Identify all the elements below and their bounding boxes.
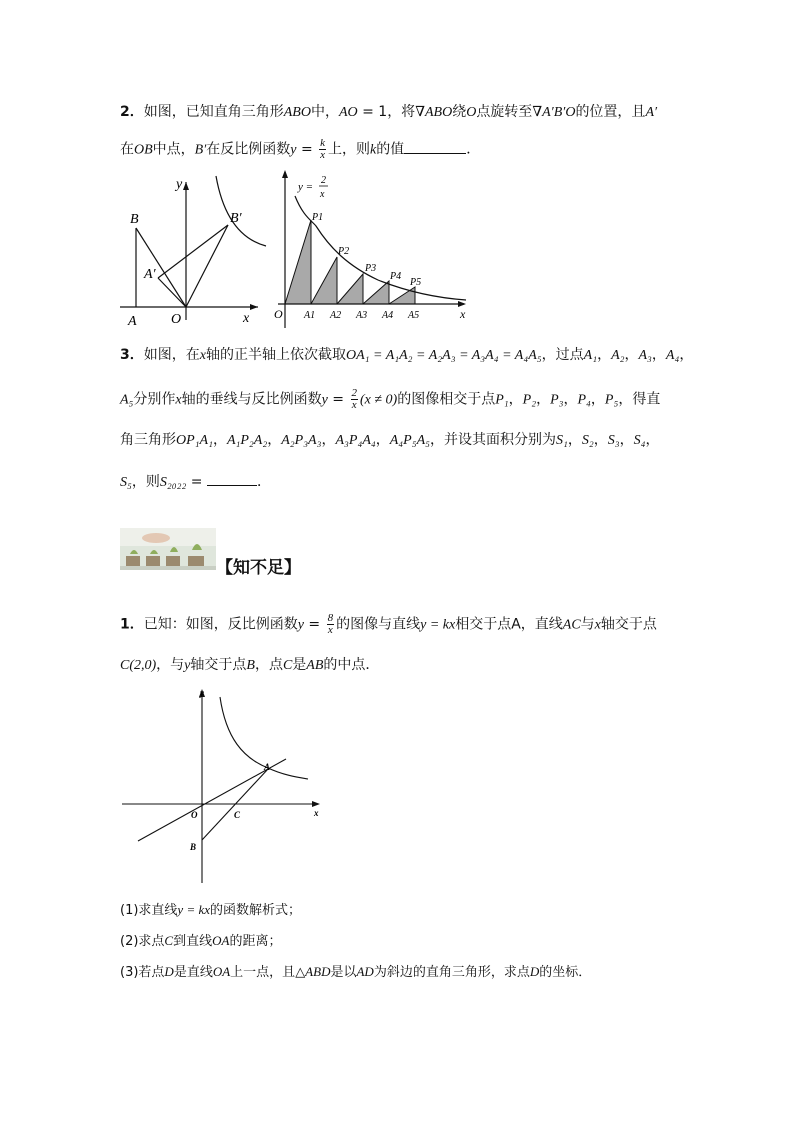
subq-1 [120, 900, 301, 921]
y-axis-arrow [183, 182, 189, 190]
q3-math: x [175, 392, 182, 408]
q3-fraction [351, 388, 359, 411]
p1-text: 的中点． [323, 657, 380, 673]
q3-math: A₁P₂A₂ [226, 433, 268, 448]
q3-math: (x ≠ 0) [360, 392, 398, 408]
label-P1: P1 [312, 212, 324, 223]
q2-text: ，将 [387, 104, 416, 120]
p1-text: 与 [580, 616, 595, 633]
q3-math: S₂₀₂₂ [159, 475, 187, 490]
label-A: A [128, 314, 137, 329]
separator: ， [593, 432, 608, 448]
subq-math: C [164, 933, 174, 948]
fraction-numerator: 8 [327, 612, 334, 624]
q3-text: ，并设其面积分别为 [430, 432, 557, 448]
p1-text: 轴交于点 [190, 657, 247, 673]
label-A2: A2 [330, 310, 342, 321]
q3-text: 轴的垂线与反比例函数 [181, 391, 322, 408]
equation-numerator: 2 [321, 175, 326, 186]
q2-math: O [466, 105, 477, 120]
q3-math: = [186, 474, 207, 490]
p1-math: AB [306, 658, 324, 673]
shaded-triangles [285, 220, 415, 304]
label-C: C [234, 810, 241, 820]
subq-math: OA [212, 933, 230, 948]
answer-blank[interactable] [207, 471, 257, 486]
q3-line-3 [120, 430, 660, 451]
q2-math: y [290, 142, 297, 158]
p1-fraction [327, 613, 335, 636]
q2-text: 在反比例函数 [206, 141, 291, 158]
separator: ， [624, 347, 639, 363]
p1-text: 的图像与直线 [336, 616, 421, 633]
subq-text: (3)若点 [120, 965, 165, 980]
separator: ， [567, 432, 582, 448]
q2-math: B′ [194, 142, 207, 158]
q3-math: x [199, 348, 206, 363]
q2-math: = [296, 141, 318, 158]
q2-text: 的位置，且 [575, 104, 646, 120]
fraction-numerator: k [320, 137, 326, 149]
q3-math: S₂ [581, 433, 594, 448]
p1-text: ，直线 [520, 616, 563, 633]
q3-text: 分别作 [133, 391, 176, 408]
section-title: 【知不足】 [216, 558, 301, 578]
coordinate-figure [118, 683, 330, 893]
p1-math: A [511, 616, 521, 633]
q3-math: P₁ [495, 392, 509, 408]
q3-text: ，过点 [541, 347, 584, 363]
triangle-3 [337, 274, 363, 304]
separator: ， [563, 391, 578, 408]
q2-text: 上，则 [328, 141, 371, 158]
rotation-figure [118, 170, 268, 330]
triangle-1 [285, 220, 311, 304]
q2-math: OB [134, 142, 153, 158]
q3-math: A₅ [120, 392, 134, 408]
equation-denominator: x [320, 189, 325, 200]
label-A5: A5 [408, 310, 420, 321]
label-B: B [190, 842, 197, 852]
q2-math: A′ [645, 105, 658, 120]
q3-math: S₃ [607, 433, 620, 448]
q3-line-2 [120, 388, 660, 411]
subq-text: 到直线 [173, 934, 213, 949]
label-x: x [243, 311, 250, 326]
q2-math: AO [338, 105, 358, 120]
label-P4: P4 [390, 271, 402, 282]
q2-math: ∇ABO [415, 105, 453, 120]
separator: ， [375, 432, 390, 448]
subq-math: AD [356, 964, 374, 979]
p1-text: ，与 [156, 657, 185, 673]
subq-3 [120, 962, 591, 983]
q3-math: A₂ [611, 348, 625, 363]
q2-text: 绕 [452, 104, 467, 120]
equation-label: y = [298, 181, 314, 193]
q3-math: = [327, 391, 349, 408]
label-A1: A1 [304, 310, 316, 321]
q2-math: ABO [283, 105, 311, 120]
subq-math: D [529, 964, 540, 979]
q2-text: 如图，已知直角三角形 [143, 104, 284, 120]
q2-line-1 [120, 102, 657, 123]
q2-text: 点旋转至 [476, 104, 533, 120]
q3-math: P₄ [577, 392, 591, 408]
p1-text: 已知：如图，反比例函数 [143, 616, 298, 633]
label-y: y [200, 688, 204, 698]
subq-text: 的函数解析式； [210, 903, 302, 918]
separator: ， [645, 432, 660, 448]
q2-number: 2． [120, 104, 144, 120]
subq-text: 的坐标． [539, 965, 592, 980]
label-Ap: A′ [144, 267, 156, 282]
section-decoration-image [120, 528, 216, 570]
label-B: B [130, 212, 139, 227]
q3-math: P₂ [522, 392, 537, 408]
label-y: y [176, 177, 183, 192]
q3-math: OP₁A₁ [176, 433, 213, 448]
x-axis-arrow [312, 801, 320, 807]
q2-text: 的值 [376, 141, 405, 158]
q3-math: P₅ [604, 392, 619, 408]
subq-text: 是直线 [173, 965, 213, 980]
p1-math: AC [562, 617, 581, 633]
q2-math: = 1 [357, 104, 388, 120]
triangles-figure [268, 168, 473, 333]
label-x: x [314, 808, 319, 818]
q2-math: ∇A′B′O [532, 105, 576, 120]
subq-text: (2)求点 [120, 934, 165, 949]
fraction-denominator: x [351, 399, 357, 411]
q3-math: P₃ [550, 392, 564, 408]
fraction-denominator: x [327, 624, 333, 636]
separator: ， [508, 391, 523, 408]
q3-text: 如图，在 [143, 347, 200, 363]
triangle-5 [389, 287, 415, 304]
subq-math: OA [212, 964, 231, 979]
p1-math: C(2,0) [120, 658, 157, 673]
x-axis-arrow [250, 304, 258, 310]
q2-line-2 [120, 138, 480, 161]
p1-text: 相交于点 [455, 616, 512, 633]
separator: ， [597, 347, 612, 363]
label-A: A [264, 762, 271, 772]
q2-text: 中点， [152, 141, 195, 158]
q3-math: S₅ [120, 475, 132, 490]
q3-math: S₄ [633, 433, 646, 448]
subq-text: (1)求直线 [120, 903, 178, 918]
label-Bp: B′ [230, 211, 242, 226]
q3-text: ，则 [131, 474, 160, 490]
label-A4: A4 [382, 310, 394, 321]
separator: ， [590, 391, 605, 408]
q3-math: A₂P₃A₃ [281, 433, 322, 448]
label-P2: P2 [338, 246, 350, 257]
separator: ， [679, 347, 694, 363]
separator: ， [267, 432, 282, 448]
q2-text: 在 [120, 141, 134, 158]
label-P3: P3 [365, 263, 377, 274]
q3-math: S₁ [556, 433, 568, 448]
q3-text: 角三角形 [120, 432, 176, 448]
separator: ， [651, 347, 666, 363]
q3-text: 的图像相交于点 [397, 391, 496, 408]
q2-fraction [319, 138, 326, 161]
subq-text: 为斜边的直角三角形，求点 [373, 965, 530, 980]
q3-text: ，得直 [618, 391, 661, 408]
p1-line-1 [120, 613, 657, 636]
segment-ApBp [158, 225, 228, 278]
p1-math: y = kx [420, 617, 456, 633]
q3-math: OA₁ = A₁A₂ = A₂A₃ = A₃A₄ = A₄A₅ [345, 348, 542, 363]
label-x: x [460, 307, 466, 321]
subq-math: y = kx [177, 902, 211, 917]
label-A3: A3 [356, 310, 368, 321]
q3-math: A₄P₅A₅ [389, 433, 431, 448]
subq-text: 的距离； [229, 934, 282, 949]
p1-math: = [303, 616, 325, 633]
q3-math: A₃P₄A₄ [335, 433, 376, 448]
q2-text: ． [466, 141, 481, 158]
subq-text: 上一点，且 [230, 965, 296, 980]
q3-math: y [321, 392, 328, 408]
answer-blank[interactable] [404, 139, 466, 154]
p1-text: ，点 [254, 657, 283, 673]
q3-math: A₁ [583, 348, 598, 363]
separator: ， [619, 432, 634, 448]
triangle-2 [311, 257, 337, 304]
fraction-numerator: 2 [351, 387, 357, 399]
subq-math: D [164, 964, 174, 979]
segment-OBp [186, 225, 228, 307]
y-axis-arrow [282, 170, 288, 178]
label-P5: P5 [410, 277, 422, 288]
label-O: O [171, 312, 182, 327]
q3-math: A₄ [665, 348, 680, 363]
p1-math: C [282, 658, 293, 673]
q3-math: A₃ [638, 348, 652, 363]
label-O: O [274, 307, 283, 321]
separator: ， [212, 432, 227, 448]
p1-text: 是 [292, 657, 307, 673]
subq-2 [120, 931, 281, 952]
separator: ， [536, 391, 551, 408]
subq-math: △ABD [295, 964, 331, 979]
q3-text: 轴的正半轴上依次截取 [205, 347, 346, 363]
subq-text: 是以 [330, 965, 357, 980]
triangle-4 [363, 281, 389, 304]
label-O: O [191, 810, 198, 820]
q3-line-1 [120, 345, 693, 366]
fraction-denominator: x [320, 149, 326, 161]
q3-line-4 [120, 471, 271, 493]
p1-math: y [297, 617, 304, 633]
segment-ApO [158, 278, 186, 307]
p1-math: B [246, 658, 255, 673]
q3-number: 3． [120, 347, 144, 363]
p1-line-2 [120, 655, 379, 676]
p1-number: 1． [120, 616, 144, 633]
p1-math: y [184, 658, 191, 673]
q2-text: 中， [310, 104, 339, 120]
separator: ， [321, 432, 336, 448]
p1-text: 轴交于点 [600, 616, 657, 633]
p1-math: x [594, 617, 601, 633]
q3-text: ． [256, 474, 271, 490]
q2-math: k [370, 142, 377, 158]
